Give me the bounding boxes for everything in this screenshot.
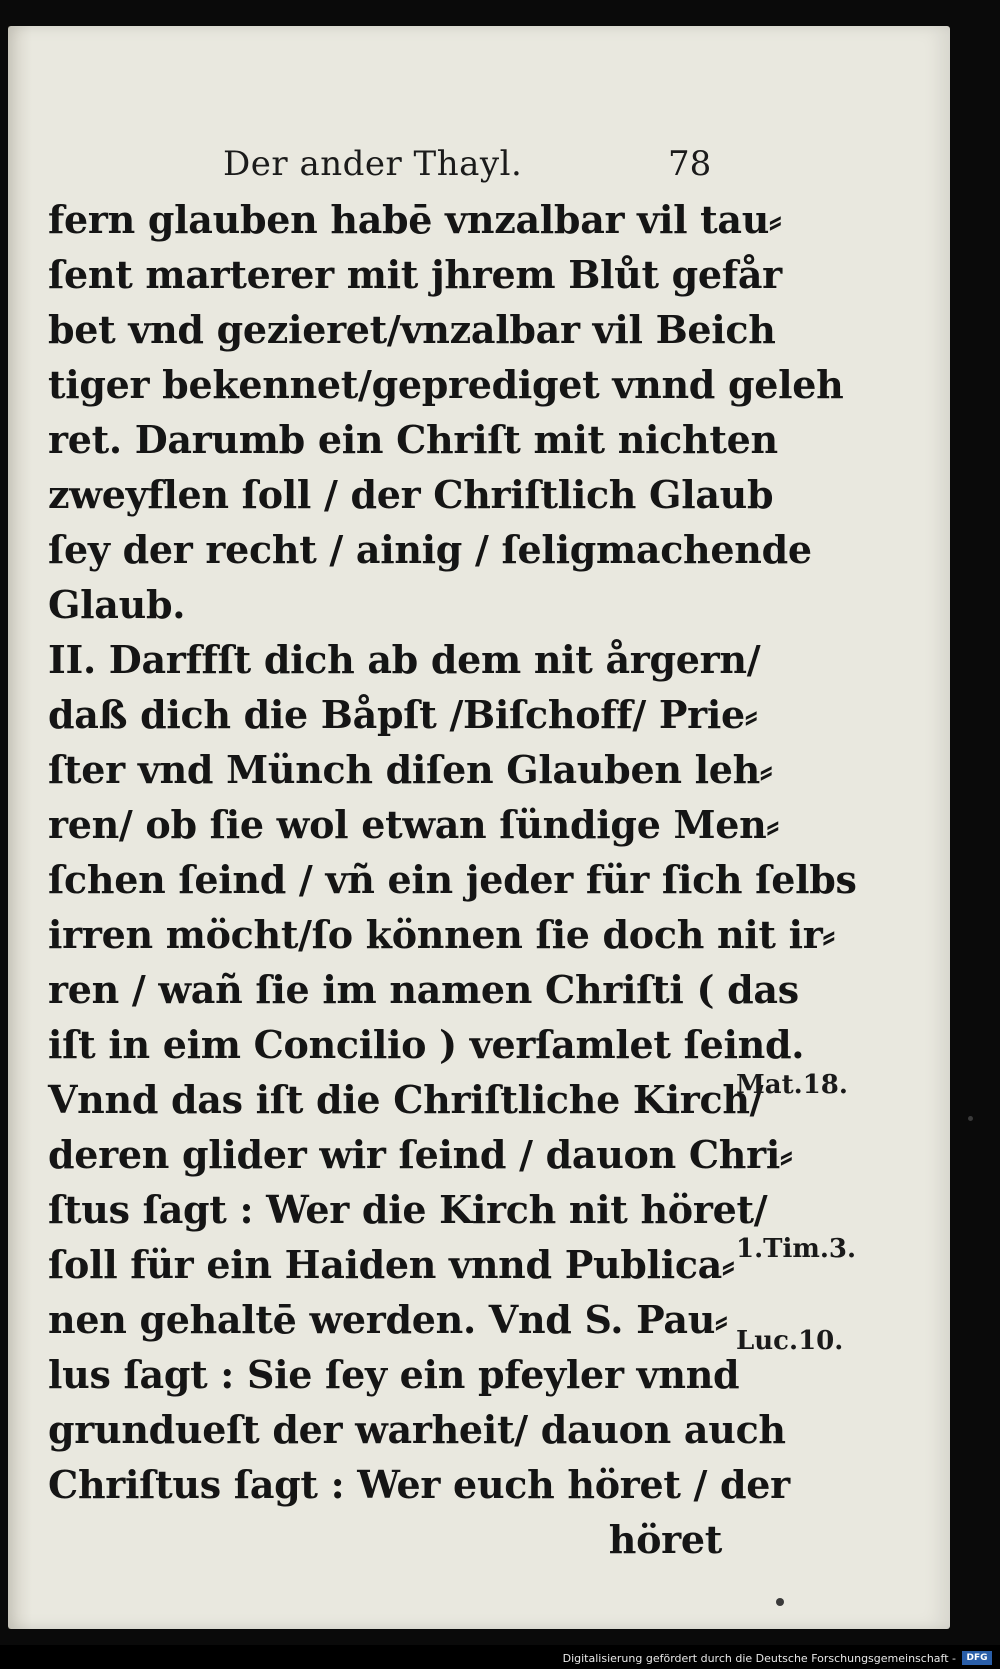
margin-note-luc: Luc.10. — [736, 1326, 844, 1356]
catchword: höret — [608, 1517, 722, 1562]
digitization-credit: Digitalisierung gefördert durch die Deutsche Forschungsgemeinschaft - — [562, 1652, 956, 1665]
text-line: zweyflen ſoll / der Chriſtlich Glaub — [48, 472, 774, 517]
text-line: ſey der recht / ainig / ſeligmachende — [48, 527, 812, 572]
running-head: Der ander Thayl. — [223, 144, 523, 184]
text-line: tiger bekennet/geprediget vnnd geleh — [48, 362, 844, 407]
text-line: nen gehaltē werden. Vnd S. Pau⸗ — [48, 1297, 728, 1342]
margin-note-mat: Mat.18. — [736, 1070, 848, 1100]
text-line: ren/ ob ſie wol etwan ſündige Men⸗ — [48, 802, 779, 847]
text-line: irren möcht/ſo können ſie doch nit ir⸗ — [48, 912, 835, 957]
text-line: ret. Darumb ein Chriſt mit nichten — [48, 417, 778, 462]
text-line: fern glauben habē vnzalbar vil tau⸗ — [48, 197, 782, 242]
text-line: Glaub. — [48, 582, 186, 627]
text-line: ſter vnd Münch diſen Glauben leh⸗ — [48, 747, 773, 792]
text-line: bet vnd gezieret/vnzalbar vil Beich — [48, 307, 776, 352]
dfg-logo: DFG — [962, 1651, 992, 1665]
text-line: ſoll für ein Haiden vnnd Publica⸗ — [48, 1242, 735, 1287]
ink-fleck — [776, 1598, 784, 1606]
text-line: ren / wañ ſie im namen Chriſti ( das — [48, 967, 799, 1012]
book-page — [8, 26, 950, 1629]
text-line: lus ſagt : Sie ſey ein pfeyler vnnd — [48, 1352, 740, 1397]
text-line: daß dich die Båpſt /Biſchoff/ Prie⸗ — [48, 692, 758, 737]
text-line: ſtus ſagt : Wer die Kirch nit höret/ — [48, 1187, 768, 1232]
text-line: grundueſt der warheit/ dauon auch — [48, 1407, 786, 1452]
page-number: 78 — [668, 144, 712, 184]
text-line: Chriſtus ſagt : Wer euch höret / der — [48, 1462, 790, 1507]
text-line: deren glider wir ſeind / dauon Chri⸗ — [48, 1132, 793, 1177]
text-line: ſent marterer mit jhrem Blůt gefår — [48, 252, 782, 297]
ink-fleck — [968, 1116, 973, 1121]
text-line: iſt in eim Concilio ) verſamlet ſeind. — [48, 1022, 805, 1067]
text-line: ſchen ſeind / vñ ein jeder für ſich ſelbs — [48, 857, 857, 902]
text-line: Vnnd das iſt die Chriſtliche Kirch/ — [48, 1077, 764, 1122]
margin-note-tim: 1.Tim.3. — [736, 1234, 857, 1264]
text-line: II. Darffſt dich ab dem nit årgern/ — [48, 637, 761, 682]
page-header — [48, 144, 768, 184]
